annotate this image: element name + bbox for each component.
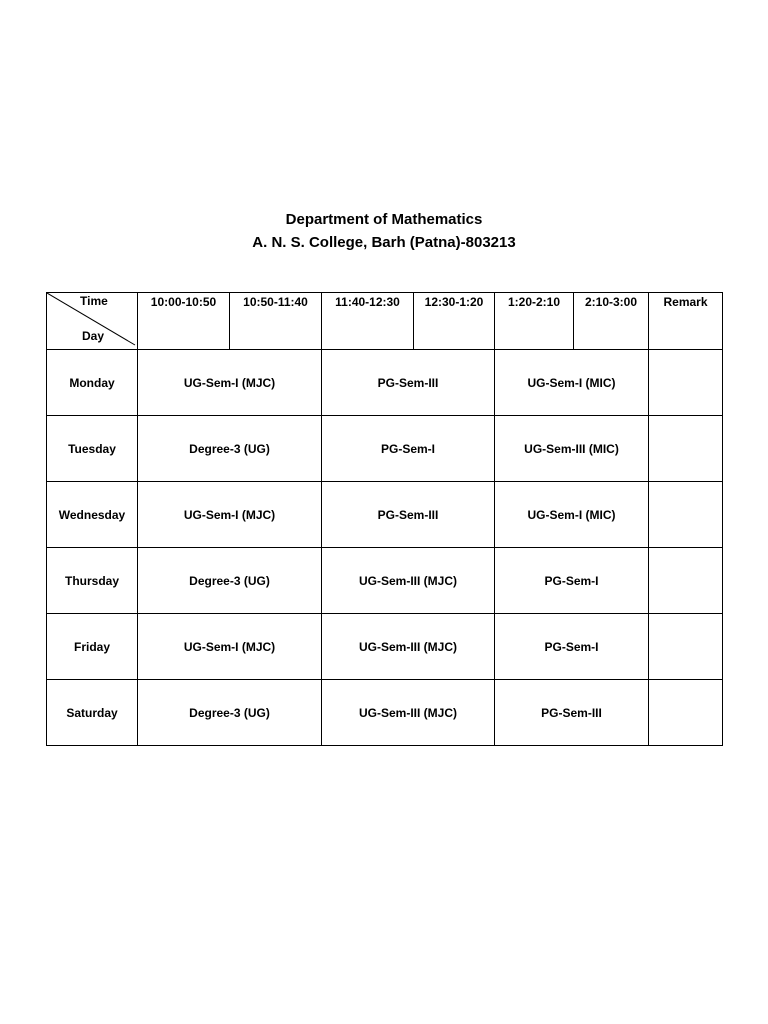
class-cell: UG-Sem-I (MJC) (138, 482, 322, 548)
table-row (47, 548, 723, 614)
class-cell: UG-Sem-I (MJC) (138, 614, 322, 680)
class-cell: UG-Sem-III (MJC) (322, 680, 495, 746)
table-row (47, 680, 723, 746)
remark-header: Remark (649, 293, 723, 350)
remark-cell (649, 416, 723, 482)
table-row (47, 416, 723, 482)
table-row (47, 350, 723, 416)
day-cell: Tuesday (47, 416, 138, 482)
remark-cell (649, 614, 723, 680)
time-slot-header: 2:10-3:00 (574, 293, 649, 350)
day-cell: Monday (47, 350, 138, 416)
day-cell: Friday (47, 614, 138, 680)
document-title: Department of Mathematics (285, 211, 483, 228)
class-cell: Degree-3 (UG) (138, 416, 322, 482)
class-cell: UG-Sem-I (MJC) (138, 350, 322, 416)
class-cell: UG-Sem-I (MIC) (495, 350, 649, 416)
corner-time-label: Time (80, 294, 108, 308)
table-row (47, 614, 723, 680)
header-row (47, 293, 723, 350)
time-slot-header: 11:40-12:30 (322, 293, 414, 350)
class-cell: PG-Sem-I (322, 416, 495, 482)
corner-cell (47, 293, 138, 350)
time-slot-header: 10:50-11:40 (230, 293, 322, 350)
class-cell: PG-Sem-I (495, 614, 649, 680)
day-cell: Wednesday (47, 482, 138, 548)
class-cell: UG-Sem-III (MIC) (495, 416, 649, 482)
remark-cell (649, 680, 723, 746)
class-cell: UG-Sem-III (MJC) (322, 548, 495, 614)
college-address: A. N. S. College, Barh (Patna)-803213 (252, 234, 516, 251)
class-cell: PG-Sem-III (495, 680, 649, 746)
remark-cell (649, 482, 723, 548)
remark-cell (649, 548, 723, 614)
class-cell: PG-Sem-III (322, 482, 495, 548)
class-cell: UG-Sem-I (MIC) (495, 482, 649, 548)
timetable (46, 292, 723, 746)
class-cell: PG-Sem-I (495, 548, 649, 614)
day-cell: Saturday (47, 680, 138, 746)
day-cell: Thursday (47, 548, 138, 614)
class-cell: Degree-3 (UG) (138, 548, 322, 614)
remark-cell (649, 350, 723, 416)
corner-day-label: Day (82, 329, 105, 343)
table-row (47, 482, 723, 548)
time-slot-header: 12:30-1:20 (414, 293, 495, 350)
time-slot-header: 10:00-10:50 (138, 293, 230, 350)
class-cell: PG-Sem-III (322, 350, 495, 416)
time-slot-header: 1:20-2:10 (495, 293, 574, 350)
class-cell: Degree-3 (UG) (138, 680, 322, 746)
class-cell: UG-Sem-III (MJC) (322, 614, 495, 680)
